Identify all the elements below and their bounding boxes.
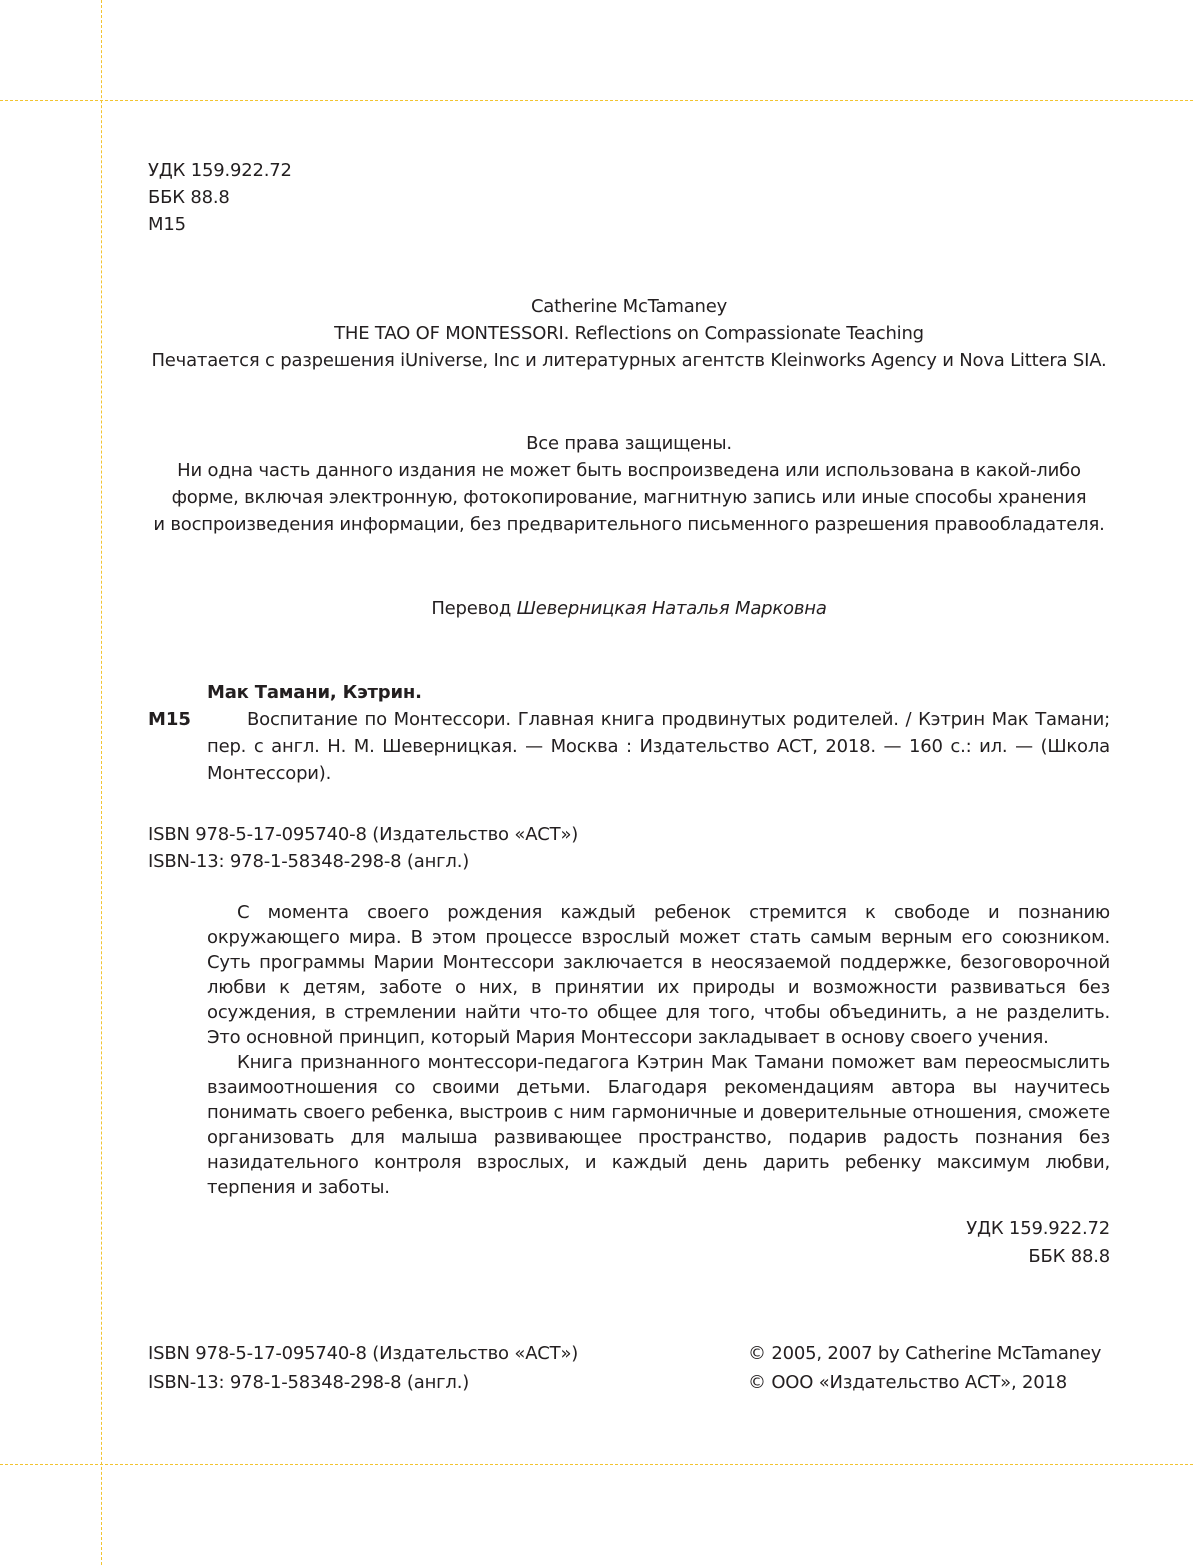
classification-codes (148, 157, 292, 238)
author-mark: М15 (148, 214, 186, 235)
catalog-mark: М15 (148, 709, 191, 730)
translator-label: Перевод (431, 598, 512, 619)
translator-name: Шеверницкая Наталья Марковна (516, 598, 827, 619)
original-edition (148, 293, 1110, 374)
udk-code: УДК 159.922.72 (966, 1218, 1110, 1239)
permission-notice: Печатается с разрешения iUniverse, Inc и литературных агентств Kleinworks Agency и Nova Littera SIA. (151, 350, 1107, 371)
copyright-ast: © ООО «Издательство АСТ», 2018 (748, 1372, 1068, 1393)
rights-heading: Все права защищены. (526, 433, 732, 454)
crop-guide-bottom (0, 1464, 1193, 1465)
isbn-ast: ISBN 978-5-17-095740-8 (Издательство «АСТ») (148, 824, 579, 845)
catalog-description-text: Воспитание по Монтессори. Главная книга продвинутых родителей. / Кэтрин Мак Тамани; пер. с англ. Н. М. Шеверницкая. — Москва : Издательство АСТ, 2018. — 160 с.: ил. — (Школа Монтессори). (207, 709, 1110, 784)
translator-credit (148, 595, 1110, 622)
bbk-code: ББК 88.8 (148, 187, 230, 208)
crop-guide-left (101, 0, 102, 1565)
isbn-block (148, 821, 578, 875)
annotation (207, 900, 1110, 1200)
original-author: Catherine McTamaney (530, 296, 728, 317)
annotation-paragraph: Книга признанного монтессори-педагога Кэтрин Мак Тамани поможет вам переосмыслить взаимоотношения со своими детьми. Благодаря рекомендациям автора вы научитесь понимать своего ребенка, выстроив с ним гармоничные и доверительные отношения, сможете организовать для малыша развивающее пространство, подарив радость познания без назидательного контроля взрослых, и каждый день дарить ребенку максимум любви, терпения и заботы. (207, 1052, 1110, 1198)
isbn-original: ISBN-13: 978-1-58348-298-8 (англ.) (148, 851, 470, 872)
rights-line: и воспроизведения информации, без предварительного письменного разрешения правообладателя. (153, 514, 1105, 535)
copyright-block (748, 1339, 1101, 1397)
catalog-description (207, 706, 1110, 787)
copyright-original: © 2005, 2007 by Catherine McTamaney (748, 1343, 1102, 1364)
catalog-author-heading: Мак Тамани, Кэтрин. (207, 682, 422, 703)
classification-codes-bottom (966, 1215, 1110, 1271)
annotation-paragraph: С момента своего рождения каждый ребенок стремится к свободе и познанию окружающего мира. В этом процессе взрослый может стать самым верным его союзником. Суть программы Марии Монтессори заключается в неосязаемой поддержке, безоговорочной любви к детям, заботе о них, в принятии их природы и возможности развиваться без осуждения, в стремлении найти что-то общее для того, чтобы объединить, а не разделить. Это основной принцип, который Мария Монтессори закладывает в основу своего учения. (207, 902, 1110, 1048)
original-title: THE TAO OF MONTESSORI. Reflections on Compassionate Teaching (334, 323, 924, 344)
isbn-ast: ISBN 978-5-17-095740-8 (Издательство «АСТ») (148, 1343, 579, 1364)
rights-line: Ни одна часть данного издания не может быть воспроизведена или использована в какой-либо (177, 460, 1081, 481)
isbn-original: ISBN-13: 978-1-58348-298-8 (англ.) (148, 1372, 470, 1393)
bbk-code: ББК 88.8 (1028, 1246, 1110, 1267)
udk-code: УДК 159.922.72 (148, 160, 292, 181)
rights-line: форме, включая электронную, фотокопирование, магнитную запись или иные способы хранения (171, 487, 1087, 508)
rights-notice (148, 430, 1110, 538)
isbn-block-bottom (148, 1339, 578, 1397)
crop-guide-top (0, 100, 1193, 101)
